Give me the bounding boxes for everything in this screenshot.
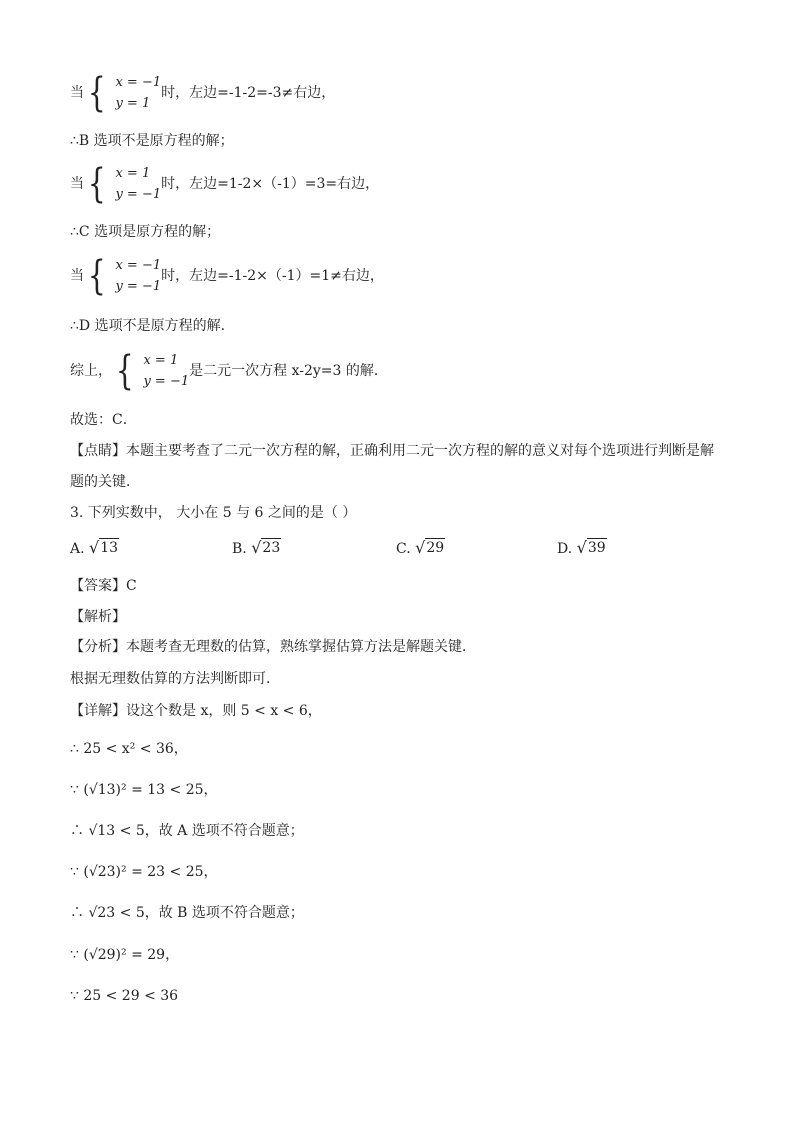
case-d-line <box>70 255 384 297</box>
answer-line <box>70 576 137 596</box>
step-line: ∵ (√13)² = 13 < 25， <box>70 782 218 798</box>
sqrt-expression: √ 13 <box>89 538 119 557</box>
eq-x: x = −1 <box>115 258 162 273</box>
equation-system-d: { x = −1 y = −1 <box>87 253 162 299</box>
comment-line-1 <box>70 441 714 461</box>
detail-tag: 【详解】 <box>70 703 126 719</box>
comment-text-2: 题的关键． <box>70 474 140 490</box>
analysis-tag: 【解析】 <box>70 609 126 625</box>
analysis-line <box>70 637 476 657</box>
eq-x: x = −1 <box>115 75 162 90</box>
answer-value: C <box>126 578 137 594</box>
conclusion-d: ∴D 选项不是原方程的解． <box>70 318 235 334</box>
conclusion-b: ∴B 选项不是原方程的解； <box>70 133 234 149</box>
equation-system-b: { x = −1 y = 1 <box>87 70 162 116</box>
sqrt-expression: √ 23 <box>251 538 281 557</box>
step-line: ∵ (√29)² = 29， <box>70 947 180 963</box>
eq-y: y = −1 <box>115 187 162 202</box>
step-line: ∵ 25 < 29 < 36 <box>70 988 179 1004</box>
option-a <box>70 538 119 557</box>
case-d-prefix: 当 <box>70 268 84 284</box>
analysis-sub-tag: 【分析】 <box>70 639 126 655</box>
case-c-prefix: 当 <box>70 176 84 192</box>
choice-line: 故选：C． <box>70 412 137 428</box>
case-d-text: 时，左边=-1-2×（-1）=1≠右边， <box>161 268 384 284</box>
summary-line <box>70 350 388 392</box>
radicand: 29 <box>426 540 445 556</box>
radicand: 13 <box>100 540 119 556</box>
equation-system-c: { x = 1 y = −1 <box>87 161 162 207</box>
analysis-text: 本题考查无理数的估算，熟练掌握估算方法是解题关键． <box>126 639 476 655</box>
eq-y: y = −1 <box>143 374 190 389</box>
method-line: 根据无理数估算的方法判断即可． <box>70 671 280 687</box>
option-d <box>557 538 607 557</box>
detail-line <box>70 701 322 721</box>
detail-text: 设这个数是 x，则 5 < x < 6， <box>126 703 322 719</box>
comment-text-1: 本题主要考查了二元一次方程的解，正确利用二元一次方程的解的意义对每个选项进行判断是解 <box>126 443 714 459</box>
case-b-prefix: 当 <box>70 85 84 101</box>
option-b <box>232 538 281 557</box>
option-letter: B. <box>232 541 247 557</box>
equation-system-summary: { x = 1 y = −1 <box>115 348 190 394</box>
step-line: ∴ √23 < 5，故 B 选项不符合题意； <box>70 905 304 921</box>
case-c-line <box>70 163 379 205</box>
step-line: ∴ 25 < x² < 36， <box>70 741 188 757</box>
eq-y: y = −1 <box>115 279 162 294</box>
summary-prefix: 综上， <box>70 363 112 379</box>
eq-x: x = 1 <box>115 166 151 181</box>
conclusion-c: ∴C 选项是原方程的解； <box>70 224 221 240</box>
eq-y: y = 1 <box>115 96 151 111</box>
summary-text: 是二元一次方程 x-2y=3 的解． <box>189 363 388 379</box>
radicand: 23 <box>262 540 281 556</box>
option-c <box>396 538 445 557</box>
step-line: ∴ √13 < 5，故 A 选项不符合题意； <box>70 823 304 839</box>
case-c-text: 时，左边=1-2×（-1）=3=右边， <box>161 176 380 192</box>
sqrt-expression: √ 39 <box>576 538 606 557</box>
case-b-text: 时，左边=-1-2=-3≠右边， <box>161 85 336 101</box>
radicand: 39 <box>587 540 606 556</box>
case-b-line <box>70 72 335 114</box>
sqrt-expression: √ 29 <box>415 538 445 557</box>
question-3-stem: 3. 下列实数中， 大小在 5 与 6 之间的是（ ） <box>70 505 357 521</box>
option-letter: C. <box>396 541 411 557</box>
answer-tag: 【答案】 <box>70 578 126 594</box>
option-letter: D. <box>557 541 573 557</box>
step-line: ∵ (√23)² = 23 < 25， <box>70 864 218 880</box>
eq-x: x = 1 <box>143 353 179 368</box>
comment-tag: 【点睛】 <box>70 443 126 459</box>
option-letter: A. <box>70 541 85 557</box>
